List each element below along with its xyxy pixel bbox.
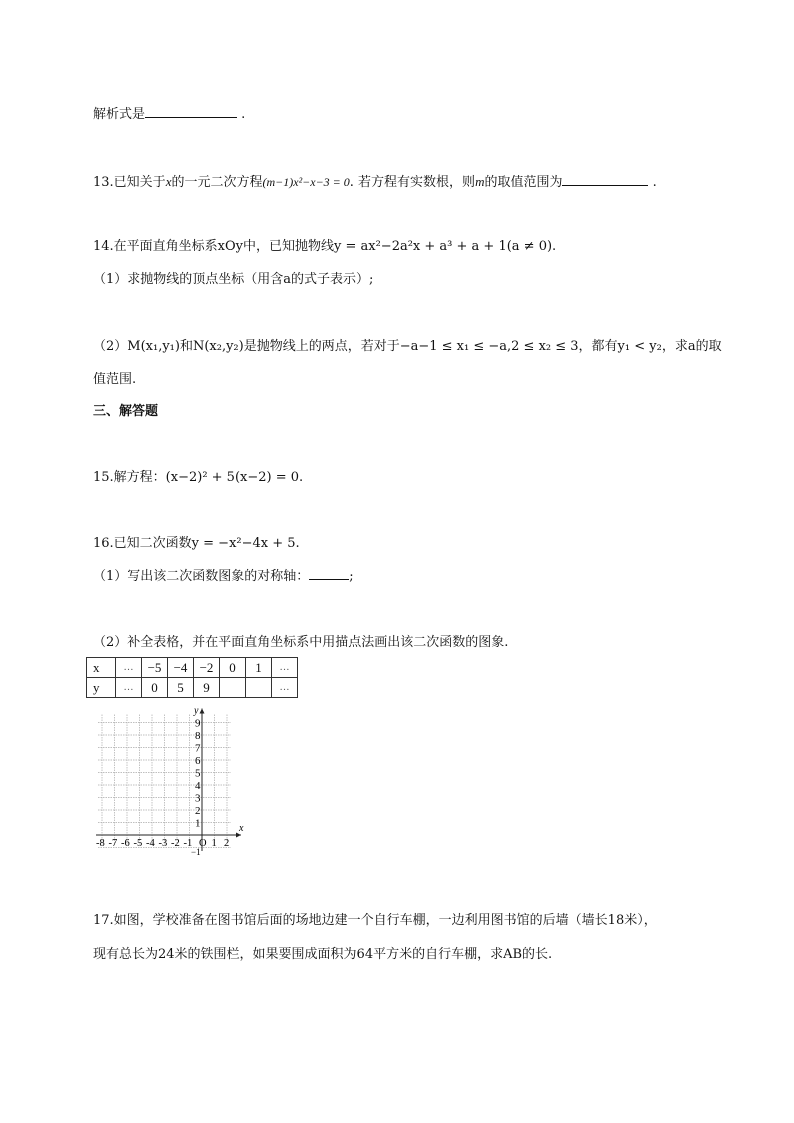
x-tick-label: -2: [171, 838, 180, 849]
table-cell: …: [116, 658, 142, 678]
x-tick-label: -8: [96, 838, 105, 849]
table-cell: 0: [220, 658, 246, 678]
question-14-part2-line1: （2）M(x₁,y₁)和N(x₂,y₂)是抛物线上的两点，若对于−a−1 ≤ x₁ ≤ −a,2 ≤ x₂ ≤ 3，都有y₁ < y₂，求a的取: [93, 339, 722, 354]
origin-label: O: [199, 838, 207, 849]
section-heading: 三、解答题: [93, 404, 159, 419]
question-17-line2: 现有总长为24米的铁围栏，如果要围成面积为64平方米的自行车棚，求AB的长.: [93, 947, 553, 962]
x-tick-label: -4: [146, 838, 155, 849]
table-cell: …: [272, 658, 298, 678]
table-cell: 1: [246, 658, 272, 678]
q13-prefix: 13.已知关于: [93, 175, 166, 190]
q13-var-m: m: [475, 174, 485, 189]
x-tick-label: -6: [121, 838, 130, 849]
table-cell: −2: [194, 658, 220, 678]
x-axis-label: x: [239, 823, 244, 834]
q13-mid2: . 若方程有实数根，则: [349, 175, 476, 190]
y-tick-label: 2: [195, 805, 201, 817]
x-tick-label: -5: [133, 838, 143, 849]
answer-prompt-line: [93, 103, 245, 122]
question-16-stem: 16.已知二次函数y = −x²−4x + 5.: [93, 536, 300, 551]
row-header-y: y: [87, 678, 116, 698]
y-tick-label: 5: [195, 767, 201, 780]
y-axis-label: y: [194, 705, 199, 717]
y-tick-label: 3: [195, 792, 201, 805]
q13-mid3: 的取值范围为: [484, 175, 563, 190]
q13-mid1: 的一元二次方程: [171, 175, 263, 190]
y-tick-label: 4: [195, 780, 201, 792]
question-15: 15.解方程：(x−2)² + 5(x−2) = 0.: [93, 470, 304, 485]
table-cell: 5: [168, 678, 194, 698]
period: .: [241, 107, 246, 122]
y-tick-label: 8: [195, 730, 201, 742]
table-cell: 0: [142, 678, 168, 698]
question-14-part2-line2: 值范围.: [93, 372, 137, 387]
table-cell: …: [116, 678, 142, 698]
y-tick-label-negative: −1: [191, 847, 201, 857]
x-tick-label: -3: [158, 838, 168, 849]
table-row-y: [87, 678, 298, 698]
y-axis-arrow: [200, 709, 205, 714]
question-14-stem: 14.在平面直角坐标系xOy中，已知抛物线y = ax²−2a²x + a³ + a + 1(a ≠ 0).: [93, 239, 557, 254]
y-tick-label: 7: [195, 742, 201, 755]
q13-end: .: [652, 175, 657, 190]
question-17-line1: 17.如图，学校准备在图书馆后面的场地边建一个自行车棚，一边利用图书馆的后墙（墙长18米），: [93, 913, 657, 928]
q16-part1-text: （1）写出该二次函数图象的对称轴：: [93, 569, 310, 584]
answer-blank[interactable]: [145, 105, 237, 118]
x-tick-label: -1: [183, 838, 193, 849]
y-tick-label: 6: [195, 755, 201, 767]
row-header-x: x: [87, 658, 116, 678]
question-16-part1: [93, 565, 354, 584]
answer-prompt-text: 解析式是: [93, 107, 146, 122]
table-cell: −4: [168, 658, 194, 678]
table-cell-empty[interactable]: [220, 678, 246, 698]
table-cell: 9: [194, 678, 220, 698]
q13-var-x: x: [165, 174, 172, 189]
table-cell: …: [272, 678, 298, 698]
coordinate-grid[interactable]: [92, 700, 252, 865]
table-cell-empty[interactable]: [246, 678, 272, 698]
x-tick-label: -7: [108, 838, 118, 849]
question-16-part2: （2）补全表格，并在平面直角坐标系中用描点法画出该二次函数的图象.: [93, 635, 509, 650]
q13-answer-blank[interactable]: [562, 173, 648, 186]
x-tick-label: 1: [211, 838, 217, 849]
y-tick-label: 1: [195, 817, 201, 830]
question-13: [93, 171, 657, 190]
table-cell: −5: [142, 658, 168, 678]
value-table: [86, 657, 298, 698]
q13-equation: (m−1)x²−x−3 = 0: [262, 175, 350, 189]
x-tick-label: 2: [224, 838, 230, 849]
q16-part1-end: ;: [349, 569, 354, 584]
table-row-x: [87, 658, 298, 678]
y-tick-label: 9: [195, 717, 201, 730]
question-14-part1: （1）求抛物线的顶点坐标（用含a的式子表示）;: [93, 272, 374, 287]
q16-axis-blank[interactable]: [309, 567, 349, 580]
